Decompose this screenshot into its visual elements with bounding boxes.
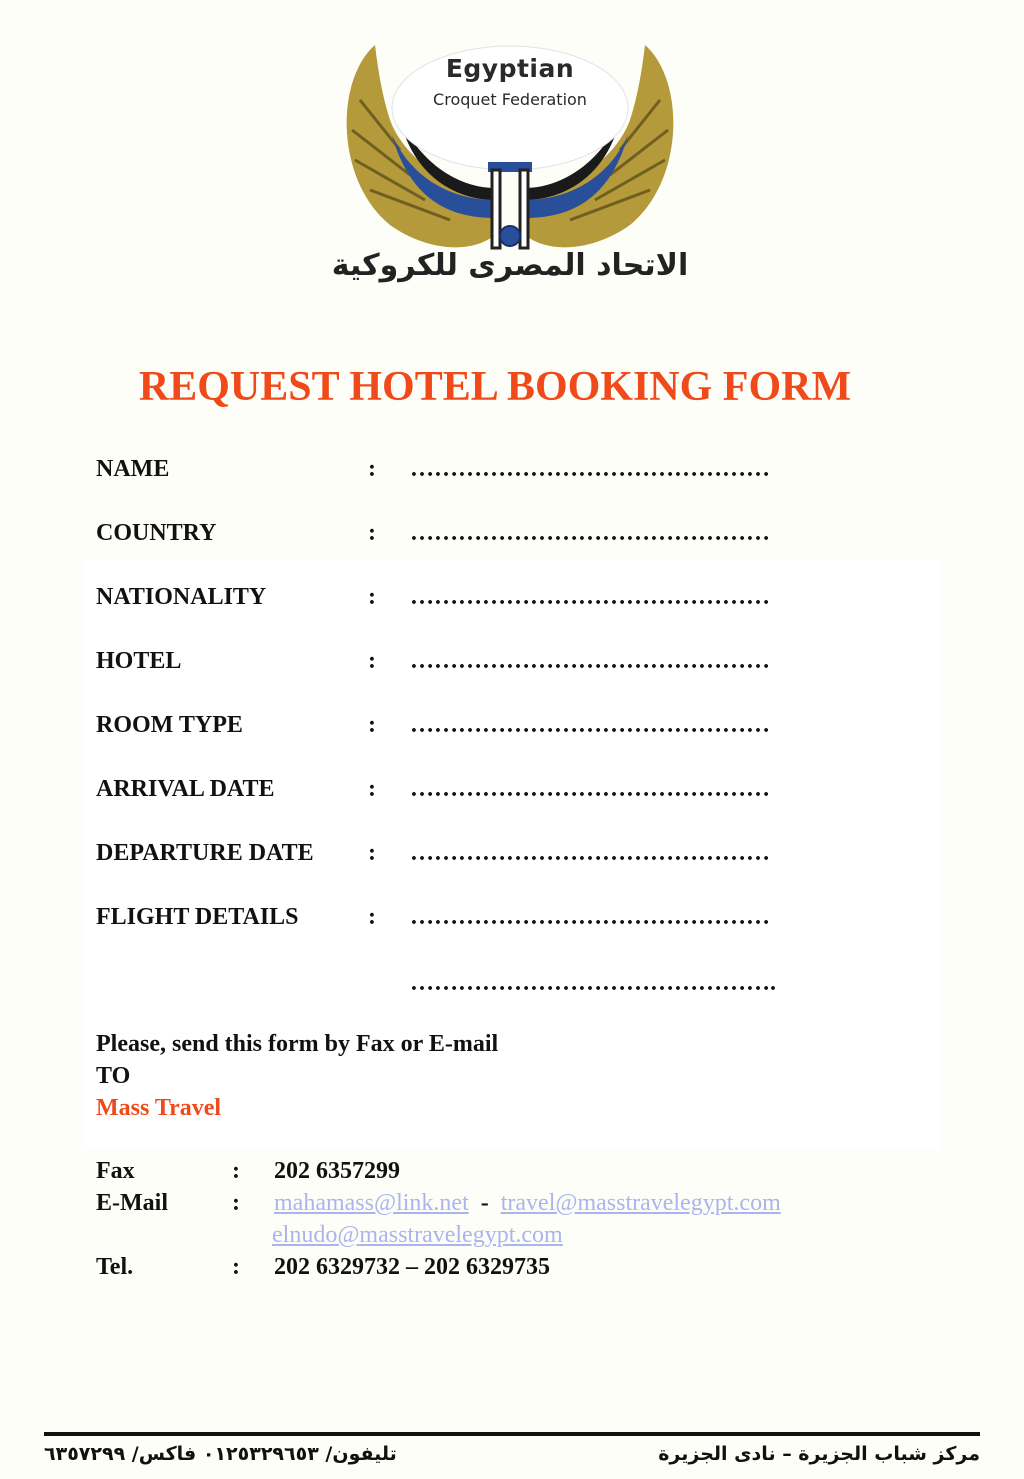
field-blank[interactable]: ……………………………………… — [410, 776, 770, 802]
field-label: DEPARTURE DATE — [96, 840, 314, 866]
email-values-2 — [272, 1222, 563, 1249]
instruction-to: TO — [96, 1063, 131, 1089]
field-colon: : — [368, 648, 376, 674]
field-colon: : — [368, 584, 376, 610]
instruction-line: Please, send this form by Fax or E-mail — [96, 1031, 499, 1057]
field-colon: : — [368, 904, 376, 930]
email-link-mahamass[interactable]: mahamass@link.net — [274, 1190, 469, 1216]
contact-colon: : — [232, 1190, 240, 1216]
field-blank[interactable]: ……………………………………… — [410, 712, 770, 738]
fax-label: Fax — [96, 1158, 135, 1184]
email-label: E-Mail — [96, 1190, 168, 1216]
email-link-travel[interactable]: travel@masstravelegypt.com — [500, 1190, 781, 1216]
field-colon: : — [368, 840, 376, 866]
page-title: REQUEST HOTEL BOOKING FORM — [138, 364, 852, 410]
field-colon: : — [368, 520, 376, 546]
field-label: ARRIVAL DATE — [96, 776, 275, 802]
field-blank[interactable]: ……………………………………… — [410, 648, 770, 674]
footer-divider — [44, 1432, 980, 1436]
logo-title-line2: Croquet Federation — [433, 90, 587, 109]
recipient-name: Mass Travel — [96, 1095, 222, 1121]
field-label: FLIGHT DETAILS — [96, 904, 299, 930]
logo-arabic-name: الاتحاد المصرى للكروكية — [331, 248, 689, 283]
field-colon: : — [368, 712, 376, 738]
field-label: NAME — [96, 456, 170, 482]
field-label: NATIONALITY — [96, 584, 267, 610]
federation-logo — [330, 40, 690, 300]
field-blank[interactable]: ……………………………………… — [410, 584, 770, 610]
field-label: COUNTRY — [96, 520, 217, 546]
fax-number: 202 6357299 — [274, 1158, 400, 1184]
flight-details-extra-blank[interactable]: ………………………………………. — [410, 970, 776, 996]
field-blank[interactable]: ……………………………………… — [410, 840, 770, 866]
field-colon: : — [368, 776, 376, 802]
email-link-elnudo[interactable]: elnudo@masstravelegypt.com — [272, 1222, 563, 1248]
footer-phone-fax: تليفون/ ٠١٢٥٣٢٩٦٥٣ فاكس/ ٦٣٥٧٢٩٩ — [44, 1443, 397, 1465]
email-values — [274, 1190, 781, 1217]
tel-numbers: 202 6329732 – 202 6329735 — [274, 1254, 550, 1280]
field-colon: : — [368, 456, 376, 482]
logo-title-line1: Egyptian — [445, 54, 575, 83]
contact-colon: : — [232, 1254, 240, 1280]
email-separator: - — [480, 1190, 489, 1216]
field-blank[interactable]: ……………………………………… — [410, 520, 770, 546]
footer-address: مركز شباب الجزيرة – نادى الجزيرة — [658, 1443, 980, 1465]
contact-colon: : — [232, 1158, 240, 1184]
field-label: HOTEL — [96, 648, 182, 674]
field-blank[interactable]: ……………………………………… — [410, 904, 770, 930]
tel-label: Tel. — [96, 1254, 134, 1280]
field-label: ROOM TYPE — [96, 712, 243, 738]
field-blank[interactable]: ……………………………………… — [410, 456, 770, 482]
